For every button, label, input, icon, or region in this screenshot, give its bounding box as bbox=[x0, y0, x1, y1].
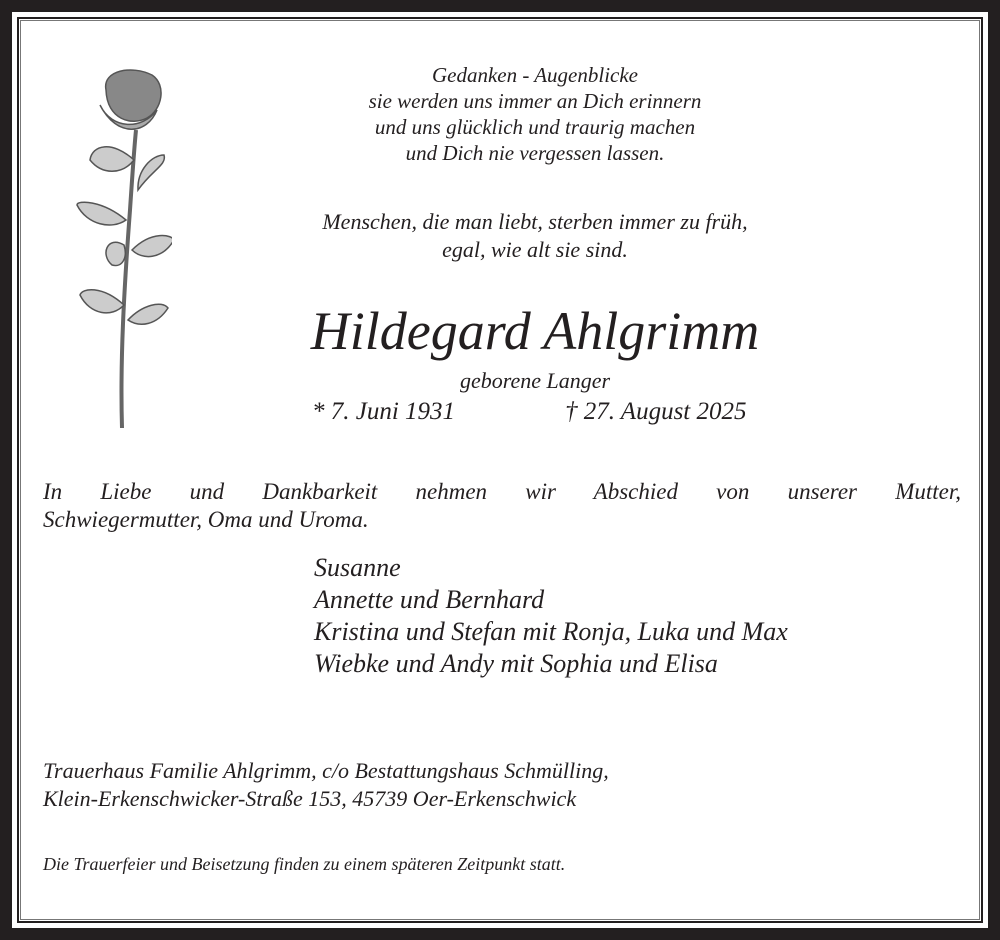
family-list bbox=[314, 552, 788, 680]
funeral-note: Die Trauerfeier und Beisetzung finden zu einem späteren Zeitpunkt statt. bbox=[43, 854, 566, 874]
poem-line: sie werden uns immer an Dich erinnern bbox=[368, 89, 702, 113]
family-member: Wiebke und Andy mit Sophia und Elisa bbox=[314, 649, 718, 678]
address-line: Trauerhaus Familie Ahlgrimm, c/o Bestattungshaus Schmülling, bbox=[43, 758, 609, 783]
family-member: Annette und Bernhard bbox=[314, 585, 545, 614]
intro-line: In Liebe und Dankbarkeit nehmen wir Abschied von unserer Mutter, bbox=[43, 479, 961, 504]
intro-line: Schwiegermutter, Oma und Uroma. bbox=[43, 507, 369, 532]
quote-line: Menschen, die man liebt, sterben immer zu früh, bbox=[322, 209, 748, 234]
poem-line: und uns glücklich und traurig machen bbox=[374, 115, 696, 139]
address-line: Klein-Erkenschwicker-Straße 153, 45739 Oer-Erkenschwick bbox=[43, 786, 577, 811]
quote bbox=[252, 208, 818, 264]
poem bbox=[252, 62, 818, 166]
poem-line: und Dich nie vergessen lassen. bbox=[405, 141, 665, 165]
address bbox=[43, 757, 609, 813]
rose-illustration bbox=[62, 60, 172, 430]
poem-line: Gedanken - Augenblicke bbox=[431, 63, 639, 87]
obituary-notice bbox=[12, 12, 988, 928]
deceased-name: Hildegard Ahlgrimm bbox=[310, 301, 760, 361]
birth-date: * 7. Juni 1931 bbox=[312, 398, 456, 425]
intro-text bbox=[43, 478, 961, 534]
quote-line: egal, wie alt sie sind. bbox=[442, 237, 628, 262]
birth-name: geborene Langer bbox=[459, 368, 611, 393]
family-member: Kristina und Stefan mit Ronja, Luka und Max bbox=[314, 617, 788, 646]
death-date: † 27. August 2025 bbox=[565, 398, 747, 425]
family-member: Susanne bbox=[314, 553, 401, 582]
